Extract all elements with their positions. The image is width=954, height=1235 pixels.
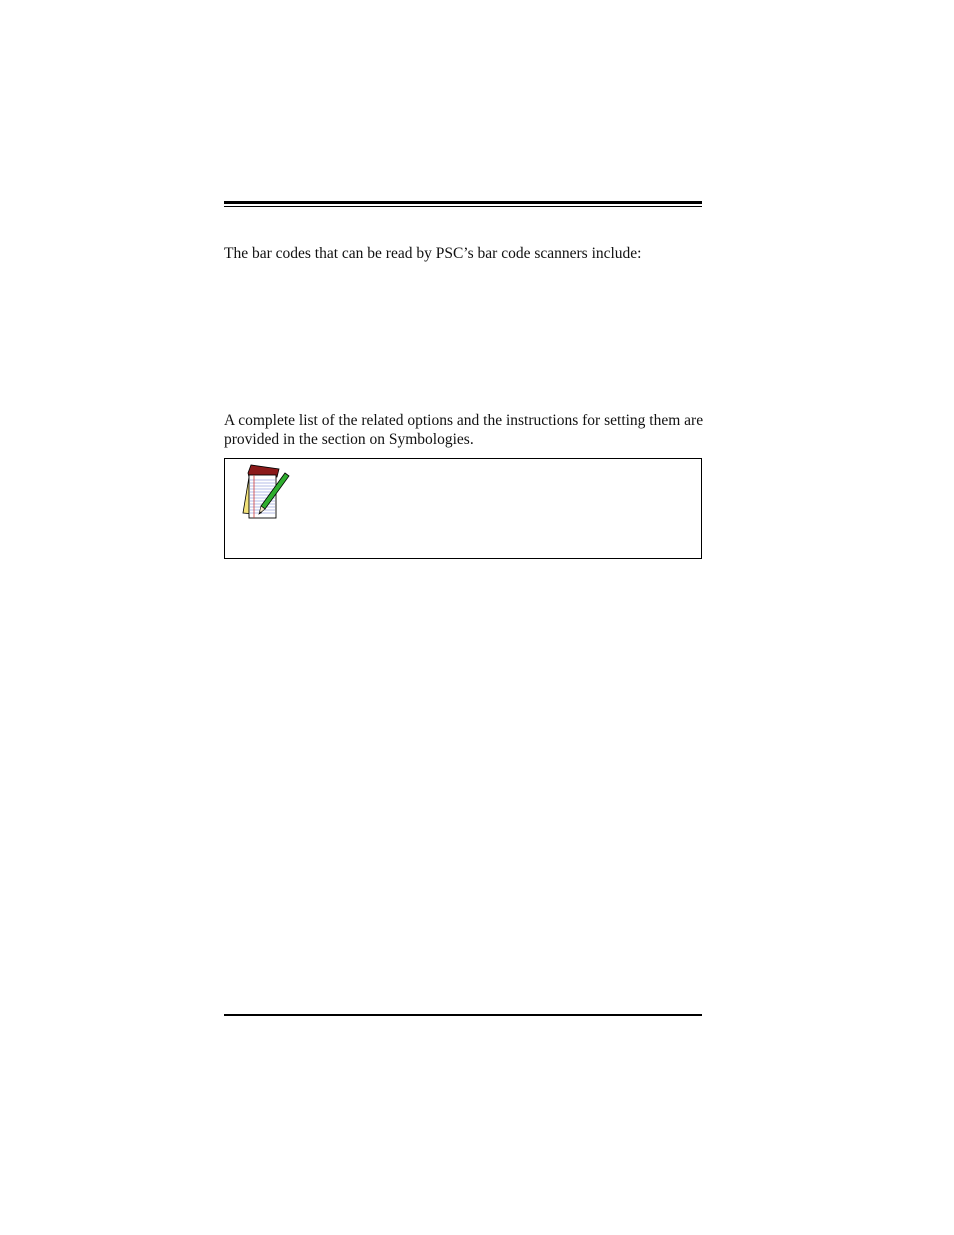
options-paragraph: A complete list of the related options and the instructions for setting them are provided in the section on Symbologies. — [224, 412, 704, 448]
note-box — [224, 458, 702, 559]
header-rule-thick — [224, 201, 702, 204]
header-rule-thin — [224, 206, 702, 207]
footer-rule — [224, 1014, 702, 1016]
notepad-pencil-icon — [241, 463, 293, 521]
intro-paragraph: The bar codes that can be read by PSC’s bar code scanners include: — [224, 245, 642, 262]
